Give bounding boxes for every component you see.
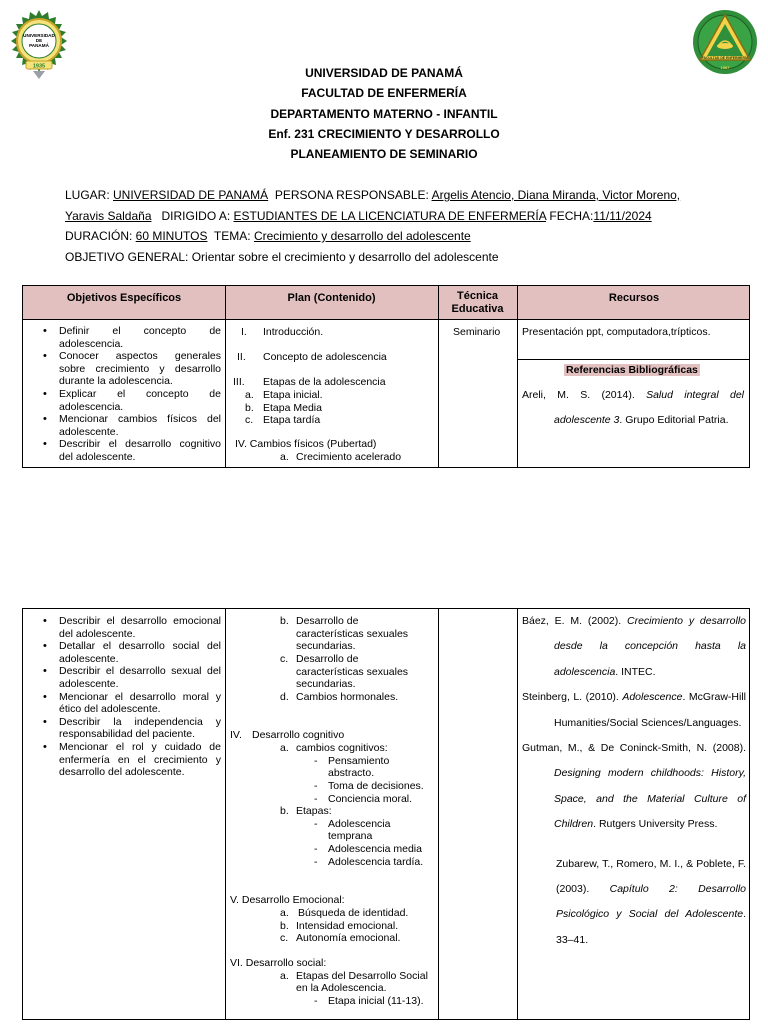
svg-text:PANAMÁ: PANAMÁ bbox=[29, 43, 49, 48]
place-label: LUGAR: bbox=[65, 188, 114, 202]
list-item: • Mencionar el desarrollo moral y ético del adolescente. bbox=[37, 691, 221, 716]
reference-2: Báez, E. M. (2002). Crecimiento y desarrollo desde la concepción hasta la adolescencia. INTEC. bbox=[522, 615, 746, 678]
objective-label: OBJETIVO GENERAL: bbox=[65, 250, 192, 264]
resources-value: Presentación ppt, computadora,trípticos. bbox=[522, 326, 711, 338]
col-header-objectives: Objetivos Específicos bbox=[66, 292, 182, 304]
topic-label: TEMA: bbox=[213, 229, 254, 243]
list-item: • Definir el concepto de adolescencia. bbox=[37, 325, 221, 350]
svg-text:1935: 1935 bbox=[32, 63, 46, 70]
col-header-plan: Plan (Contenido) bbox=[287, 292, 376, 304]
header-course: Enf. 231 CRECIMIENTO Y DESARROLLO bbox=[268, 127, 500, 141]
list-item: • Explicar el concepto de adolescencia. bbox=[37, 388, 221, 413]
technique-value: Seminario bbox=[453, 326, 501, 338]
header-department: DEPARTAMENTO MATERNO - INFANTIL bbox=[270, 107, 498, 121]
responsible-value: Argelis Atencio, Diana Miranda, Victor Moreno, bbox=[431, 188, 681, 202]
audience-label: DIRIGIDO A: bbox=[161, 209, 234, 223]
responsible-label: PERSONA RESPONSABLE: bbox=[274, 188, 432, 202]
place-value: UNIVERSIDAD DE PANAMÁ bbox=[113, 188, 269, 202]
duration-label: DURACIÓN: bbox=[65, 229, 136, 243]
list-item: • Describir el desarrollo emocional del adolescente. bbox=[37, 615, 221, 640]
audience-value: ESTUDIANTES DE LA LICENCIATURA DE ENFERMERÍA bbox=[233, 209, 547, 223]
topic-value: Crecimiento y desarrollo del adolescente bbox=[253, 229, 471, 243]
svg-text:DE: DE bbox=[35, 38, 43, 43]
header-faculty: FACULTAD DE ENFERMERÍA bbox=[301, 86, 467, 100]
list-item: • Detallar el desarrollo social del adolescente. bbox=[37, 640, 221, 665]
info-line-objective bbox=[65, 247, 499, 267]
reference-1: Areli, M. S. (2014). Salud integral del adolescente 3. Grupo Editorial Patria. bbox=[522, 389, 745, 427]
list-item: • Describir la independencia y responsabilidad del paciente. bbox=[37, 716, 221, 741]
list-item: • Describir el desarrollo cognitivo del adolescente. bbox=[37, 438, 221, 463]
references-list bbox=[522, 609, 746, 953]
responsible-value-cont: Yaravis Saldaña bbox=[65, 209, 152, 223]
svg-text:1967: 1967 bbox=[720, 65, 730, 70]
list-item: • Mencionar el rol y cuidado de enfermería en el crecimiento y desarrollo del adolescente. bbox=[37, 741, 221, 779]
objective-value: Orientar sobre el crecimiento y desarrollo del adolescente bbox=[191, 250, 499, 264]
info-line-duration bbox=[65, 226, 471, 246]
seminar-table-page2: • Describir el desarrollo emocional del adolescente. • Detallar el desarrollo social del adolescente. • Describir el desarrollo sexual del adolescente. • Mencionar el desarrollo moral y ético del adolescente. • Describir la independencia y responsabilidad del paciente. • Mencionar el rol y cuidado de enfermería en el crecimiento y desarrollo del adolescente. b. Desarrollo de características sexuales secundarias. c. Desarrollo de características sexuales secundarias. d. Cambios hormonales. IV. Desarrollo cognitivo a. cambios cognitivos: - Pensamiento abstracto. - Toma de decisiones. - Conciencia moral. b. Etapas: - Adolescencia temprana - Adolescencia media - Adolescencia tardía. V. Desarrollo Emocional: a. Búsqueda de identidad. b. Intensidad emocional. c. Autonomía emocional. VI. Desarrollo social: a. Etapas del Desarrollo Social en la Adolescencia. - Etapa inicial (11-13). Báez, E. M. (2002). Crecimiento y desarrollo desde la concepción hasta la adolescencia. INTEC. Steinberg, L. (2010). Adolescence. McGraw-Hill Humanities/Social Sciences/Languages. Gutman, M., & De Coninck-Smith, N. (2008). Designing modern childhoods: History, Space, and the Material Culture of Children. Rutgers University Press. Zubarew, T., Romero, M. I., & Poblete, F. (2003). Capítulo 2: Desarrollo Psicológico y Social del Adolescente. 33–41. bbox=[22, 608, 750, 1020]
list-item: • Conocer aspectos generales sobre crecimiento y desarrollo durante la adolescencia. bbox=[37, 350, 221, 388]
date-value: 11/11/2024 bbox=[593, 209, 652, 223]
svg-text:FACULTAD DE ENFERMERÍA: FACULTAD DE ENFERMERÍA bbox=[701, 56, 749, 60]
reference-5: Zubarew, T., Romero, M. I., & Poblete, F. (2003). Capítulo 2: Desarrollo Psicológico y Social del Adolescente. 33–41. bbox=[556, 857, 746, 946]
col-header-resources: Recursos bbox=[608, 292, 660, 304]
objectives-list bbox=[37, 325, 221, 464]
date-label: FECHA: bbox=[549, 209, 594, 223]
reference-3: Steinberg, L. (2010). Adolescence. McGraw-Hill Humanities/Social Sciences/Languages. bbox=[522, 691, 746, 729]
list-item: • Mencionar cambios físicos del adolescente. bbox=[37, 413, 221, 438]
info-line-place bbox=[65, 185, 680, 205]
list-item: • Describir el desarrollo sexual del adolescente. bbox=[37, 665, 221, 690]
header-title: PLANEAMIENTO DE SEMINARIO bbox=[290, 147, 478, 161]
col-header-technique: Técnica Educativa bbox=[451, 290, 504, 315]
objectives-list-2 bbox=[37, 615, 221, 779]
duration-value: 60 MINUTOS bbox=[135, 229, 208, 243]
header-university: UNIVERSIDAD DE PANAMÁ bbox=[305, 66, 463, 80]
reference-4: Gutman, M., & De Coninck-Smith, N. (2008). Designing modern childhoods: History, Space, and the Material Culture of Children. Rutgers University Press. bbox=[522, 742, 746, 831]
svg-text:UNIVERSIDAD: UNIVERSIDAD bbox=[23, 33, 55, 38]
info-line-audience bbox=[65, 206, 652, 226]
seminar-table-page1: Objetivos Específicos Plan (Contenido) Técnica Educativa Recursos • Definir el concepto de adolescencia. • Conocer aspectos generales sobre crecimiento y desarrollo durante la adolescencia. • Explicar el concepto de adolescencia. • Mencionar cambios físicos del adolescente. • Describir el desarrollo cognitivo del adolescente. I. Introducción. II. Concepto de adolescencia III. Etapas de la adolescencia a. Etapa inicial. b. Etapa Media c. Etapa tardía IV. Cambios físicos (Pubertad) a. Crecimiento acelerado Seminario Presentación ppt, computadora,trípticos. Referencias Bibliográficas Areli, M. S. (2014). Salud integral del adolescente 3. Grupo Editorial Patria. bbox=[22, 285, 750, 468]
references-heading: Referencias Bibliográficas bbox=[566, 364, 698, 376]
